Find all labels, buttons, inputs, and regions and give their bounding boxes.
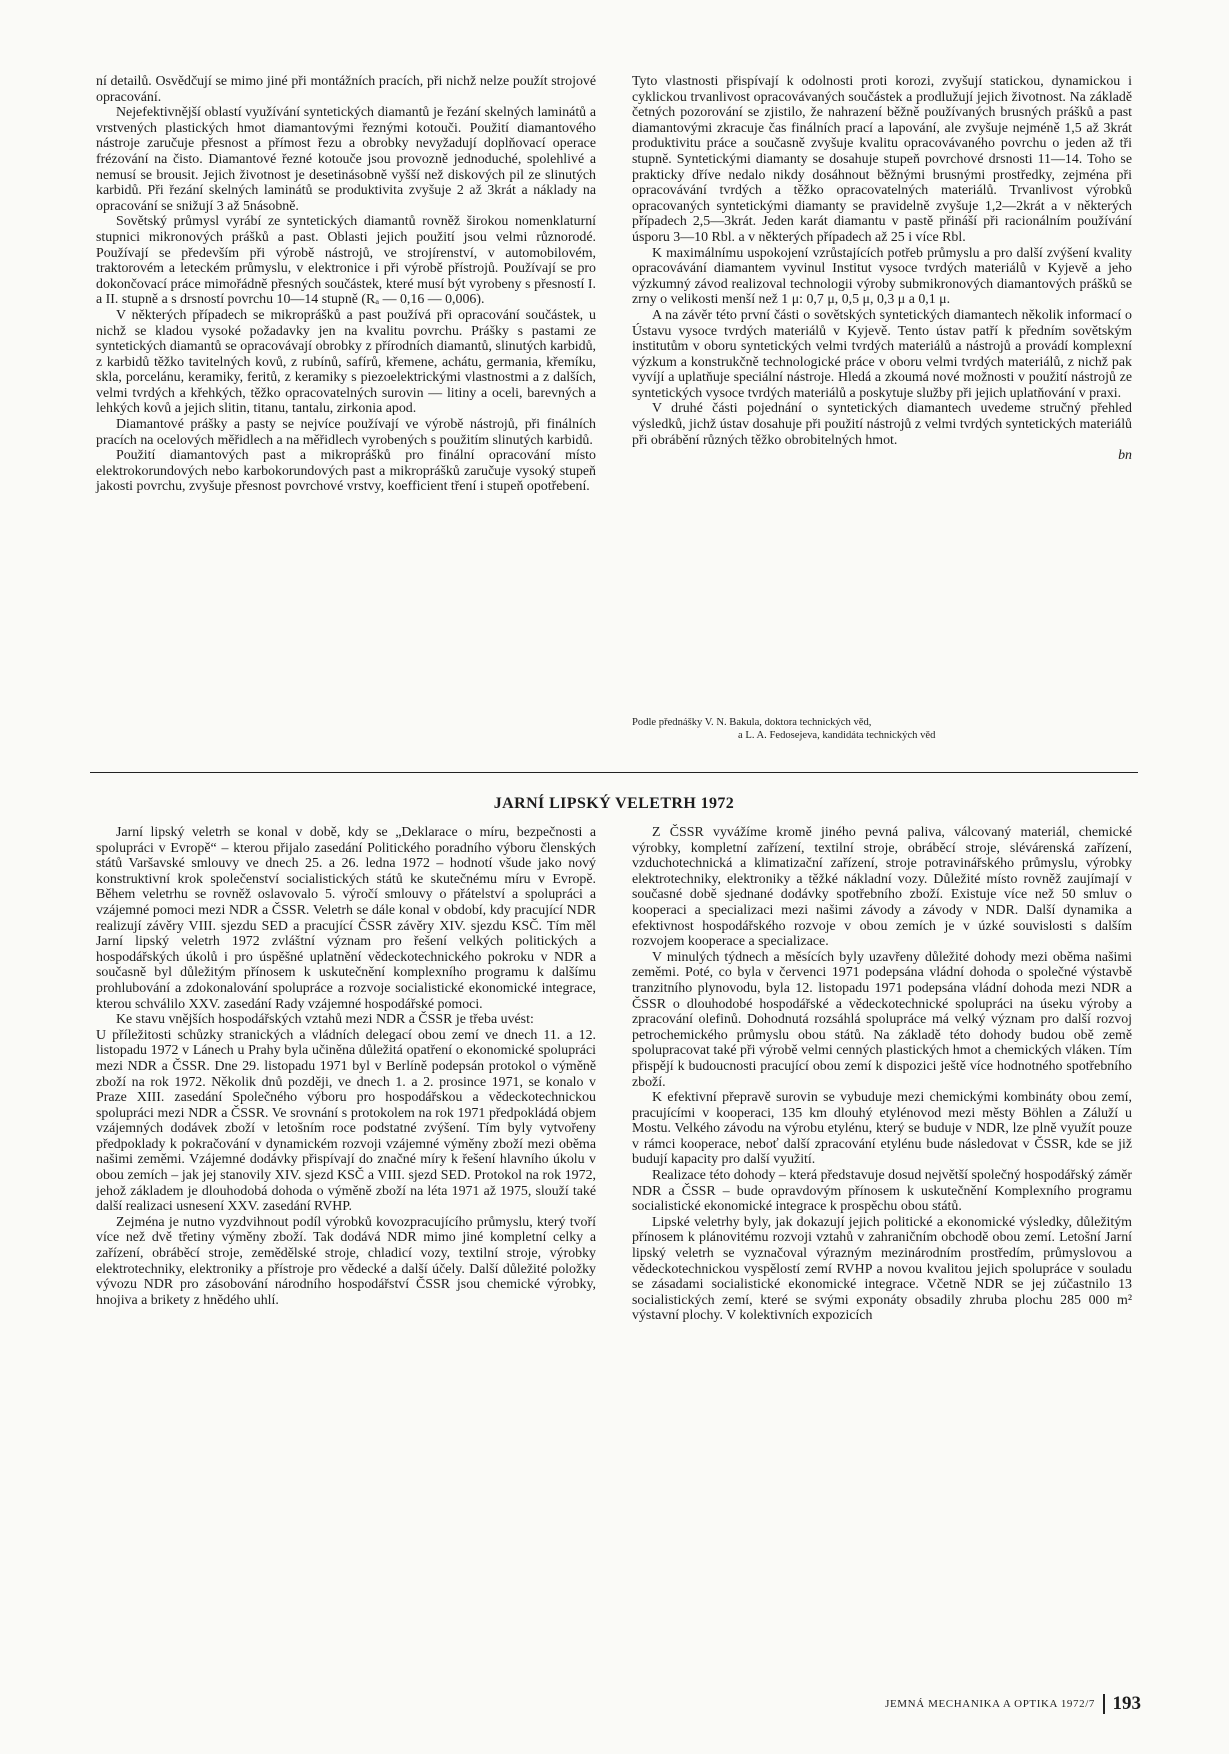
paragraph: U příležitosti schůzky stranických a vládních delegací obou zemí ve dnech 11. a 12. listopadu 1972 v Lánech u Prahy byla učiněna důležitá opatření o ekonomické spolupráci mezi NDR a ČSSR. Dne 29. listopadu 1971 byl v Berlíně podepsán protokol o výměně zboží na rok 1972. Několik dnů později, ve dnech 1. a 2. prosince 1971, se konalo v Praze XIII. zasedání Společného výboru pro hospodářskou a vědeckotechnickou spolupráci mezi NDR a ČSSR. Ve srovnání s protokolem na rok 1971 předpokládá objem vzájemných dodávek zboží v letošním roce podstatné zvýšení. Tím byly vytvořeny předpoklady k pokračování v dynamickém rozvoji vzájemné výměny zboží mezi oběma našimi zeměmi. Vzájemné dodávky přispívají do značné míry k řešení hlavního úkolu v obou zemích – jak jej stanovily XIV. sjezd KSČ a VIII. sjezd SED. Protokol na rok 1972, jehož základem je dlouhodobá dohoda o výměně zboží na léta 1971 až 1975, slouží také další realizaci usnesení XXV. zasedání RVHP.	[96, 1027, 596, 1215]
credit-line: a L. A. Fedosejeva, kandidáta technických věd	[738, 730, 936, 741]
paragraph: Nejefektivnější oblastí využívání syntetických diamantů je řezání skelných laminátů a vrstvených plastických hmot diamantovými řeznými kotouči. Použití diamantového nástroje zaručuje přesnost a přímost řezu a obrobky nevyžadují doplňovací operace frézování na čisto. Diamantové řezné kotouče jsou provozně jednoduché, spolehlivé a nemusí se brousit. Jejich životnost je desetinásobně vyšší než diskových pil ze slinutých karbidů. Při řezání skelných laminátů se produktivita zvyšuje 2 až 3krát a náklady na opracování se snižují 3 až 5násobně.	[96, 105, 596, 214]
paragraph: Lipské veletrhy byly, jak dokazují jejich politické a ekonomické výsledky, důležitým přínosem k plánovitému rozvoji vztahů v zahraničním obchodě obou zemí. Letošní Jarní lipský veletrh se vyznačoval výrazným mezinárodním prostředím, průmyslovou a vědeckotechnickou vyspělostí zemí RVHP a novou kvalitou jejich spolupráce v souladu se zásadami socialistické ekonomické integrace. Včetně NDR se jej zúčastnilo 13 socialistických zemí, které se svými exponáty obsadily zhruba plochu 285 000 m² výstavní plochy. V kolektivních expozicích	[632, 1214, 1132, 1324]
paragraph: Tyto vlastnosti přispívají k odolnosti proti korozi, zvyšují statickou, dynamickou i cyklickou trvanlivost opracovávaných součástek a prodlužují jejich životnost. Na základě četných pozorování se zjistilo, že nahrazení běžně používaných brusných prášků a past diamantovými zkracuje čas finálních prací a lapování, ale zvyšuje nejméně 1,5 až 3krát produktivitu práce a současně zvyšuje kvalitu opracovávaného povrchu o jeden až tři stupně. Syntetickými diamanty se dosahuje stupeň povrchové drsnosti 11—14. Toho se prakticky dříve nedalo nikdy dosáhnout běžnými brusnými prostředky, zejména při opracovávání tvrdých a těžko opracovatelných materiálů. Trvanlivost výrobků opracovaných syntetickými diamanty se pravidelně zvyšuje 1,2—2krát a v některých případech 2,5—3krát. Jeden karát diamantu v pastě přináší při racionálním používání úsporu 3—10 Rbl. a v některých případech až 25 i více Rbl.	[632, 74, 1132, 245]
article-title: JARNÍ LIPSKÝ VELETRH 1972	[493, 795, 735, 812]
top-right-column	[632, 74, 1132, 464]
bottom-left-column	[96, 825, 596, 1308]
paragraph: V některých případech se mikroprášků a past používá při opracování součástek, u nichž se kladou vysoké požadavky jen na kvalitu povrchu. Prášky s pastami ze syntetických diamantů se opracovávají obrobky z přírodních diamantů, slinutých karbidů, z karbidů těžko tavitelných kovů, z rubínů, safírů, křemene, achátu, germania, křemíku, skla, porcelánu, keramiky, feritů, z keramiky s piezoelektrickými vlastnostmi a z dalších, velmi tvrdých a křehkých, těžko opracovatelných surovin — litiny a oceli, barevných a lehkých kovů a jejich slitin, titanu, tantalu, zirkonia apod.	[96, 307, 596, 417]
paragraph: Sovětský průmysl vyrábí ze syntetických diamantů rovněž širokou nomenklaturní stupnici mikronových prášků a past. Oblasti jejich použití jsou velmi různorodé. Používají se především při výrobě nástrojů, ve strojírenství, v automobilovém, traktorovém a leteckém průmyslu, v elektronice i při výrobě přístrojů. Používají se pro dokončovací práce mimořádně přesných součástek, které musí být vyrobeny s přesností I. a II. stupně a s drsností povrchu 10—14 stupně (Rₐ — 0,16 — 0,006).	[96, 214, 596, 308]
footer-separator	[1103, 1694, 1105, 1714]
paragraph: Diamantové prášky a pasty se nejvíce používají ve výrobě nástrojů, při finálních pracích na ocelových měřidlech a na měřidlech vyrobených s použitím slinutých karbidů.	[96, 417, 596, 448]
paragraph: Z ČSSR vyvážíme kromě jiného pevná paliva, válcovaný materiál, chemické výrobky, kompletní zařízení, textilní stroje, obráběcí stroje, slévárenská zařízení, vzduchotechnická a klimatizační zařízení, stroje potravinářského průmyslu, výrobky elektrotechniky, elektroniky a těžké nákladní vozy. Důležité místo rovněž zaujímají v současné době sjednané dodávky spotřebního zboží. Existuje více než 50 smluv o kooperaci a specializaci mezi našimi závody a závody v NDR. Další dynamika a efektivnost hospodářského rozvoje v obou zemích je v úzké souvislosti s dalším rozvojem kooperace a specializace.	[632, 825, 1132, 950]
paragraph: Zejména je nutno vyzdvihnout podíl výrobků kovozpracujícího průmyslu, který tvoří více než dvě třetiny výměny zboží. Tak dodává NDR mimo jiné kompletní celky a zařízení, obráběcí stroje, zemědělské stroje, chladicí vozy, textilní stroje, výrobky elektrotechniky, elektroniky a přístroje pro vědecké a další účely. Další důležité položky vývozu NDR pro zásobování národního hospodářství ČSSR jsou chemické výrobky, hnojiva a brikety z hnědého uhlí.	[96, 1214, 596, 1308]
journal-title: JEMNÁ MECHANIKA A OPTIKA 1972/7	[885, 1698, 1095, 1710]
bottom-right-column	[632, 825, 1132, 1324]
paragraph: V druhé části pojednání o syntetických diamantech uvedeme stručný přehled výsledků, jichž ústav dosahuje při použití nástrojů z velmi tvrdých syntetických materiálů při obrábění různých těžko obrobitelných hmot.	[632, 401, 1132, 448]
paragraph: Použití diamantových past a mikroprášků pro finální opracování místo elektrokorundových nebo karbokorundových past a mikroprášků zaručuje vysoký stupeň jakosti povrchu, zvyšuje přesnost povrchové vrstvy, koefficient tření i stupeň opotřebení.	[96, 448, 596, 495]
paragraph: Jarní lipský veletrh se konal v době, kdy se „Deklarace o míru, bezpečnosti a spolupráci v Evropě“ – kterou přijalo zasedání Politického poradního výboru členských států Varšavské smlouvy ve dnech 25. a 26. ledna 1972 – hodnotí všude jako nový konstruktivní krok společenství socialistických států ke skutečnému míru v Evropě. Během veletrhu se rovněž oslavovalo 5. výročí smlouvy o přátelství a spolupráci a vzájemné pomoci mezi NDR a ČSSR. Veletrh se dále konal v období, kdy pracující NDR realizují závěry VIII. sjezdu SED a pracující ČSSR závěry XIV. sjezdu KSČ. Tím měl Jarní lipský veletrh 1972 zvláštní význam pro řešení velkých politických a hospodářských úkolů i pro úspěšné uplatnění vědeckotechnického pokroku v NDR a současně byl důležitým přínosem k uskutečnění komplexního programu k dalšímu prohlubování a zdokonalování spolupráce a rozvoje socialistické ekonomické integrace, kterou schválilo XXV. zasedání Rady vzájemné hospodářské pomoci.	[96, 825, 596, 1012]
top-left-column	[96, 74, 596, 495]
paragraph: A na závěr této první části o sovětských syntetických diamantech několik informací o Ústavu vysoce tvrdých materiálů v Kyjevě. Tento ústav patří k předním sovětským institutům v oboru syntetických velmi tvrdých materiálů a nástrojů a provádí komplexní výzkum a konstrukčně technologické práce v oboru velmi tvrdých materiálů, z nichž pak vyvíjí a uplatňuje speciální nástroje. Hledá a zkoumá nové možnosti v použití nástrojů ze syntetických vysoce tvrdých materiálů a poskytuje služby při jejich uplatňování v praxi.	[632, 307, 1132, 401]
section-divider	[90, 772, 1138, 773]
paragraph: Realizace této dohody – která představuje dosud největší společný hospodářský záměr NDR a ČSSR – bude opravdovým přínosem k uskutečnění Komplexního programu socialistické ekonomické integrace k prospěchu obou států.	[632, 1168, 1132, 1215]
paragraph: K efektivní přepravě surovin se vybuduje mezi chemickými kombináty obou zemí, pracujícími v kooperaci, 135 km dlouhý etylénovod mezi městy Böhlen a Záluží u Mostu. Velkého závodu na výrobu etylénu, který se buduje v NDR, lze plně využít pouze v rámci kooperace, neboť další zpracování etylénu bude následovat v ČSSR, kde se již budují kapacity pro další využití.	[632, 1090, 1132, 1168]
paragraph: V minulých týdnech a měsících byly uzavřeny důležité dohody mezi oběma našimi zeměmi. Poté, co byla v červenci 1971 podepsána vládní dohoda o společné výstavbě tranzitního plynovodu, byla 12. listopadu 1971 podepsána vládní dohoda mezi NDR a ČSSR o dlouhodobé hospodářské a vědeckotechnické spolupráci na úseku výroby a zpracování olefinů. Dohodnutá rozsáhlá spolupráce má velký význam pro další rozvoj petrochemického průmyslu obou států. Na základě této dohody budou obě země spolupracovat také při výrobě velmi cenných plastických hmot a chemických vláken. Tím přispějí k budoucnosti pracující obou zemí k dispozici ještě více hodnotného spotřebního zboží.	[632, 949, 1132, 1090]
credit-line: Podle přednášky V. N. Bakula, doktora technických věd,	[632, 717, 872, 728]
paragraph: Ke stavu vnějších hospodářských vztahů mezi NDR a ČSSR je třeba uvést:	[116, 1012, 534, 1028]
author-signature: bn	[1118, 448, 1132, 464]
paragraph: ní detailů. Osvědčují se mimo jiné při montážních pracích, při nichž nelze použít strojové opracování.	[96, 74, 596, 105]
lecture-credit	[632, 716, 1132, 742]
page-number: 193	[1112, 1693, 1141, 1714]
paragraph: K maximálnímu uspokojení vzrůstajících potřeb průmyslu a pro další zvýšení kvality opracovávání diamantem vyvinul Institut vysoce tvrdých materiálů v Kyjevě a jeho výzkumný závod realizoval technologii výroby submikronových diamantových prášků se zrny o velikosti menší než 1 μ: 0,7 μ, 0,5 μ, 0,3 μ a 0,1 μ.	[632, 245, 1132, 308]
page-footer	[885, 1693, 1141, 1715]
